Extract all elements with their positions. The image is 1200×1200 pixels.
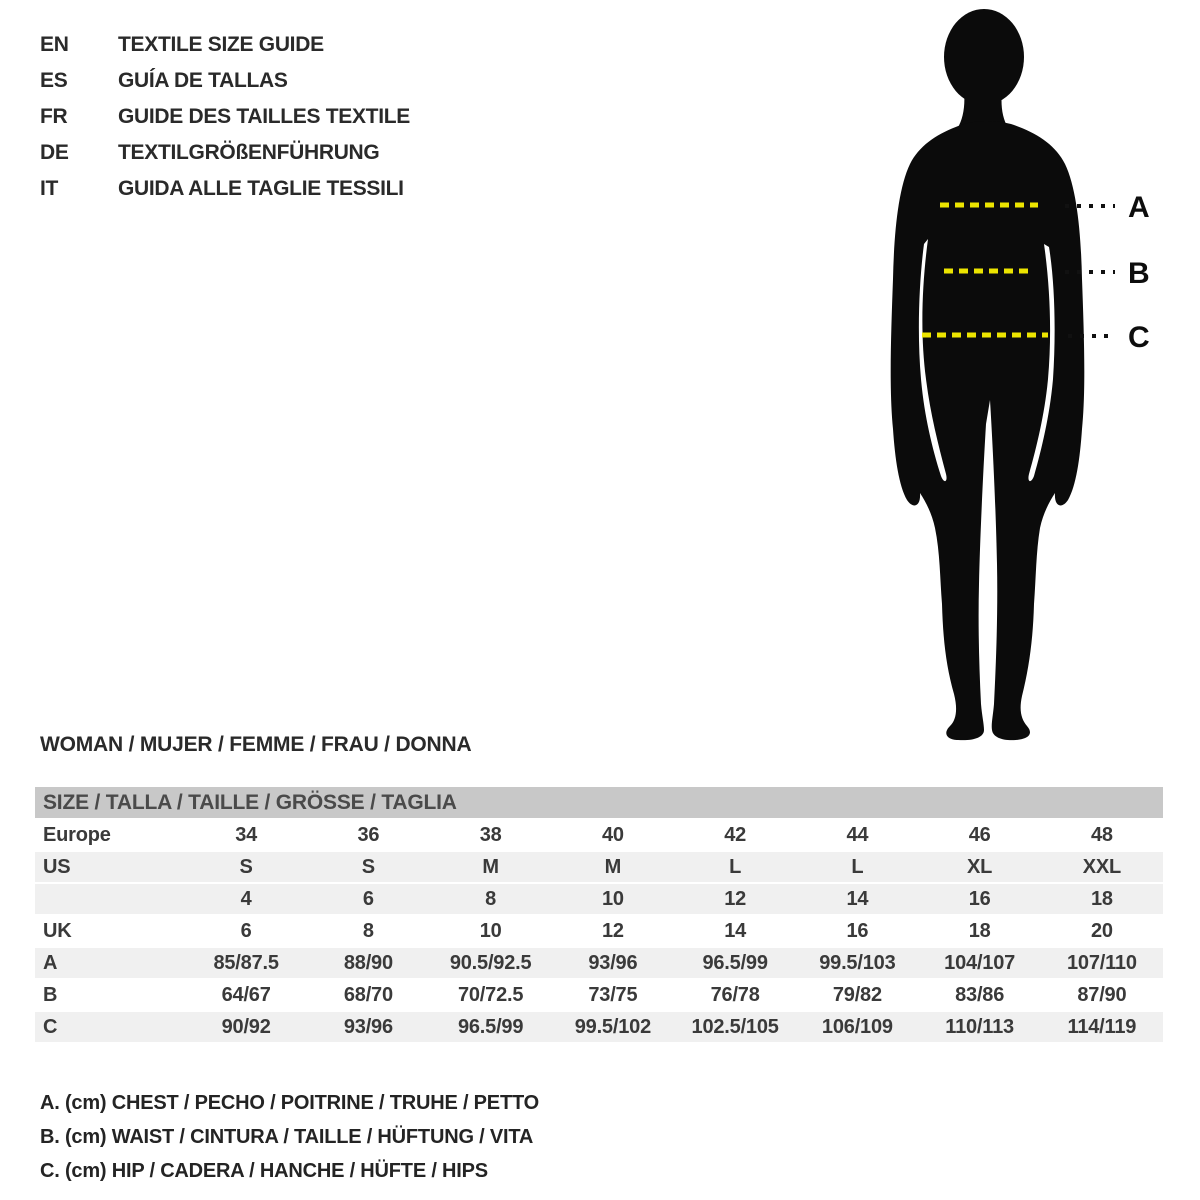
size-cell: 8 (362, 920, 374, 942)
size-cell: 46 (968, 824, 991, 846)
size-cell: 90/92 (221, 1016, 271, 1038)
language-title-list (40, 27, 410, 207)
size-cell: 6 (240, 920, 252, 942)
language-code: FR (40, 105, 68, 128)
guide-title-fr: GUIDE DES TAILLES TEXTILE (118, 105, 410, 128)
size-cell: 85/87.5 (213, 952, 279, 974)
size-cell: 10 (601, 888, 624, 910)
size-cell: 73/75 (588, 984, 638, 1006)
table-row-chest (35, 948, 1163, 980)
language-row-es (40, 63, 410, 99)
size-cell: 93/96 (588, 952, 638, 974)
legend-line-chest: A. (cm) CHEST / PECHO / POITRINE / TRUHE / PETTO (40, 1092, 539, 1114)
size-cell: 106/109 (821, 1016, 893, 1038)
size-cell: 38 (479, 824, 502, 846)
language-row-fr (40, 99, 410, 135)
table-row-hip (35, 1012, 1163, 1044)
section-title: WOMAN / MUJER / FEMME / FRAU / DONNA (40, 733, 472, 756)
silhouette-body (891, 121, 1085, 740)
guide-title-de: TEXTILGRÖßENFÜHRUNG (118, 141, 380, 164)
size-cell: 107/110 (1066, 952, 1137, 974)
size-cell: XL (967, 856, 993, 878)
language-row-it (40, 171, 410, 207)
size-cell: 6 (362, 888, 374, 910)
size-cell: 76/78 (710, 984, 760, 1006)
guide-title-es: GUÍA DE TALLAS (118, 69, 288, 92)
table-row-uk (35, 916, 1163, 948)
size-cell: 12 (724, 888, 747, 910)
size-cell: M (604, 856, 622, 878)
size-cell: 64/67 (221, 984, 271, 1006)
size-cell: 18 (968, 920, 991, 942)
size-cell: 96.5/99 (457, 1016, 524, 1038)
measurement-legend (40, 1086, 539, 1188)
size-cell: 93/96 (343, 1016, 393, 1038)
row-label: A (43, 952, 58, 974)
marker-c-label: C (1128, 321, 1150, 354)
size-cell: 4 (240, 888, 252, 910)
size-cell: 8 (485, 888, 497, 910)
size-cell: 44 (846, 824, 869, 846)
size-cell: S (361, 856, 375, 878)
size-cell: L (729, 856, 742, 878)
size-cell: 79/82 (832, 984, 882, 1006)
language-code: IT (40, 177, 59, 200)
size-cell: 114/119 (1067, 1016, 1137, 1038)
size-cell: 18 (1090, 888, 1113, 910)
table-row-europe (35, 820, 1163, 852)
size-table (35, 787, 1163, 1044)
table-header: SIZE / TALLA / TAILLE / GRÖSSE / TAGLIA (35, 787, 1163, 818)
size-cell: 36 (357, 824, 380, 846)
guide-title-it: GUIDA ALLE TAGLIE TESSILI (118, 177, 404, 200)
language-code: DE (40, 141, 69, 164)
size-cell: 68/70 (343, 984, 393, 1006)
size-cell: 14 (724, 920, 747, 942)
size-cell: 70/72.5 (457, 984, 524, 1006)
language-code: ES (40, 69, 68, 92)
legend-line-waist: B. (cm) WAIST / CINTURA / TAILLE / HÜFTUNG / VITA (40, 1126, 534, 1148)
table-row-us (35, 852, 1163, 884)
size-cell: 48 (1090, 824, 1113, 846)
size-cell: 90.5/92.5 (449, 952, 532, 974)
size-cell: 110/113 (945, 1016, 1014, 1038)
size-cell: L (851, 856, 864, 878)
size-cell: M (482, 856, 499, 878)
row-label: C (43, 1016, 58, 1038)
size-cell: 20 (1090, 920, 1113, 942)
row-label (35, 884, 185, 914)
table-row-waist (35, 980, 1163, 1012)
size-cell: XXL (1082, 856, 1122, 878)
size-cell: 99.5/103 (819, 952, 896, 974)
marker-a-label: A (1128, 191, 1150, 224)
row-label: US (43, 856, 71, 878)
size-cell: S (239, 856, 253, 878)
row-label: Europe (43, 824, 111, 846)
size-cell: 12 (601, 920, 624, 942)
table-row-us-numeric (35, 884, 1163, 916)
size-cell: 99.5/102 (574, 1016, 651, 1038)
marker-b-label: B (1128, 257, 1150, 290)
measurement-figure (880, 4, 1170, 746)
size-cell: 102.5/105 (691, 1016, 779, 1038)
size-cell: 34 (235, 824, 258, 846)
language-row-en (40, 27, 410, 63)
legend-line-hip: C. (cm) HIP / CADERA / HANCHE / HÜFTE / HIPS (40, 1160, 488, 1182)
size-cell: 42 (724, 824, 747, 846)
size-cell: 40 (601, 824, 624, 846)
size-cell: 16 (968, 888, 991, 910)
size-cell: 96.5/99 (702, 952, 768, 974)
size-cell: 10 (479, 920, 502, 942)
size-cell: 16 (846, 920, 869, 942)
size-cell: 14 (846, 888, 869, 910)
language-row-de (40, 135, 410, 171)
row-label: UK (43, 920, 72, 942)
size-cell: 83/86 (955, 984, 1005, 1006)
row-label: B (43, 984, 58, 1006)
size-cell: 88/90 (343, 952, 393, 974)
language-code: EN (40, 33, 69, 56)
guide-title-en: TEXTILE SIZE GUIDE (118, 33, 324, 56)
size-cell: 87/90 (1077, 984, 1127, 1006)
size-cell: 104/107 (944, 952, 1016, 974)
